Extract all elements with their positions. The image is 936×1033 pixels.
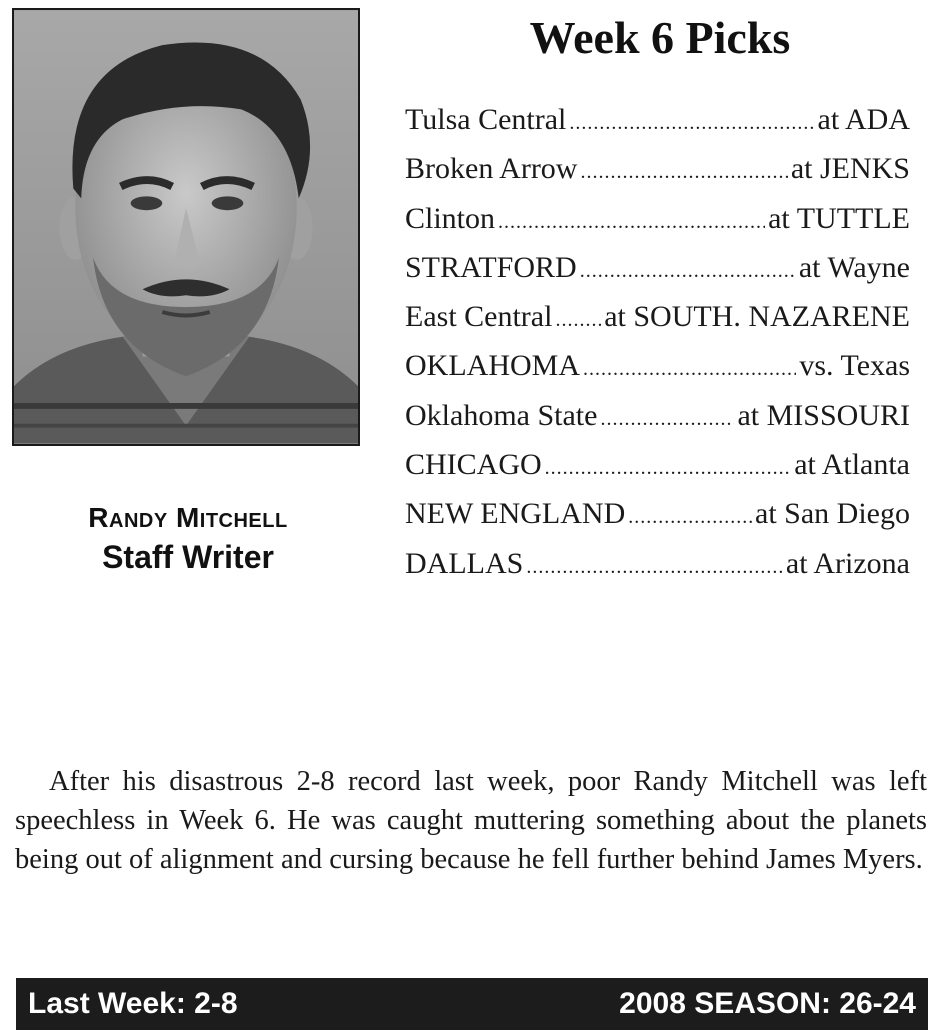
leader-dots (580, 243, 796, 296)
leader-dots (628, 489, 752, 542)
leader-dots (555, 292, 601, 345)
pick-team: STRATFORD (405, 250, 577, 284)
headshot-illustration (14, 10, 358, 444)
headshot-photo (12, 8, 360, 446)
pick-opponent: at Arizona (785, 546, 910, 580)
pick-opponent: at Atlanta (794, 448, 910, 482)
pick-opponent: at San Diego (755, 497, 910, 531)
pick-row (405, 341, 910, 390)
pick-row (405, 539, 910, 588)
leader-dots (569, 95, 814, 148)
author-name: Randy Mitchell (88, 502, 288, 533)
author-role: Staff Writer (102, 539, 274, 575)
pick-team: Tulsa Central (405, 103, 567, 136)
record-bar (16, 978, 928, 1030)
pick-team: Oklahoma State (405, 398, 598, 432)
pick-row (405, 391, 910, 440)
pick-row (405, 292, 910, 341)
picks-list (405, 95, 910, 588)
pick-row (405, 243, 910, 292)
pick-row (405, 144, 910, 193)
pick-opponent: at MISSOURI (737, 398, 910, 432)
leader-dots (545, 440, 792, 493)
pick-opponent: at SOUTH. NAZARENE (604, 300, 910, 334)
page-title: Week 6 Picks (529, 12, 791, 63)
leader-dots (583, 341, 796, 394)
byline (12, 498, 364, 576)
pick-opponent: vs. Texas (799, 349, 910, 383)
pick-opponent: at TUTTLE (768, 201, 910, 235)
pick-row (405, 194, 910, 243)
leader-dots (580, 144, 787, 197)
pick-row (405, 95, 910, 144)
pick-team: DALLAS (405, 546, 524, 580)
pick-team: Clinton (405, 201, 496, 235)
commentary-paragraph: After his disastrous 2-8 record last week, poor Randy Mitchell was left speechless in Week 6. He was caught muttering something about the planets being out of alignment and cursing because he fell further behind James Myers. (15, 765, 927, 875)
pick-team: East Central (405, 300, 553, 334)
leader-dots (498, 194, 765, 247)
pick-opponent: at JENKS (790, 152, 910, 186)
pick-opponent: at ADA (817, 103, 910, 136)
pick-team: CHICAGO (405, 448, 542, 482)
pick-team: Broken Arrow (405, 152, 578, 186)
pick-opponent: at Wayne (798, 250, 910, 284)
pick-row (405, 440, 910, 489)
season-record: 2008 SEASON: 26-24 (619, 987, 916, 1020)
pick-row (405, 489, 910, 538)
leader-dots (600, 391, 734, 444)
last-week-record: Last Week: 2-8 (28, 987, 238, 1020)
pick-team: NEW ENGLAND (405, 497, 626, 531)
leader-dots (526, 539, 783, 592)
pick-team: OKLAHOMA (405, 349, 580, 383)
